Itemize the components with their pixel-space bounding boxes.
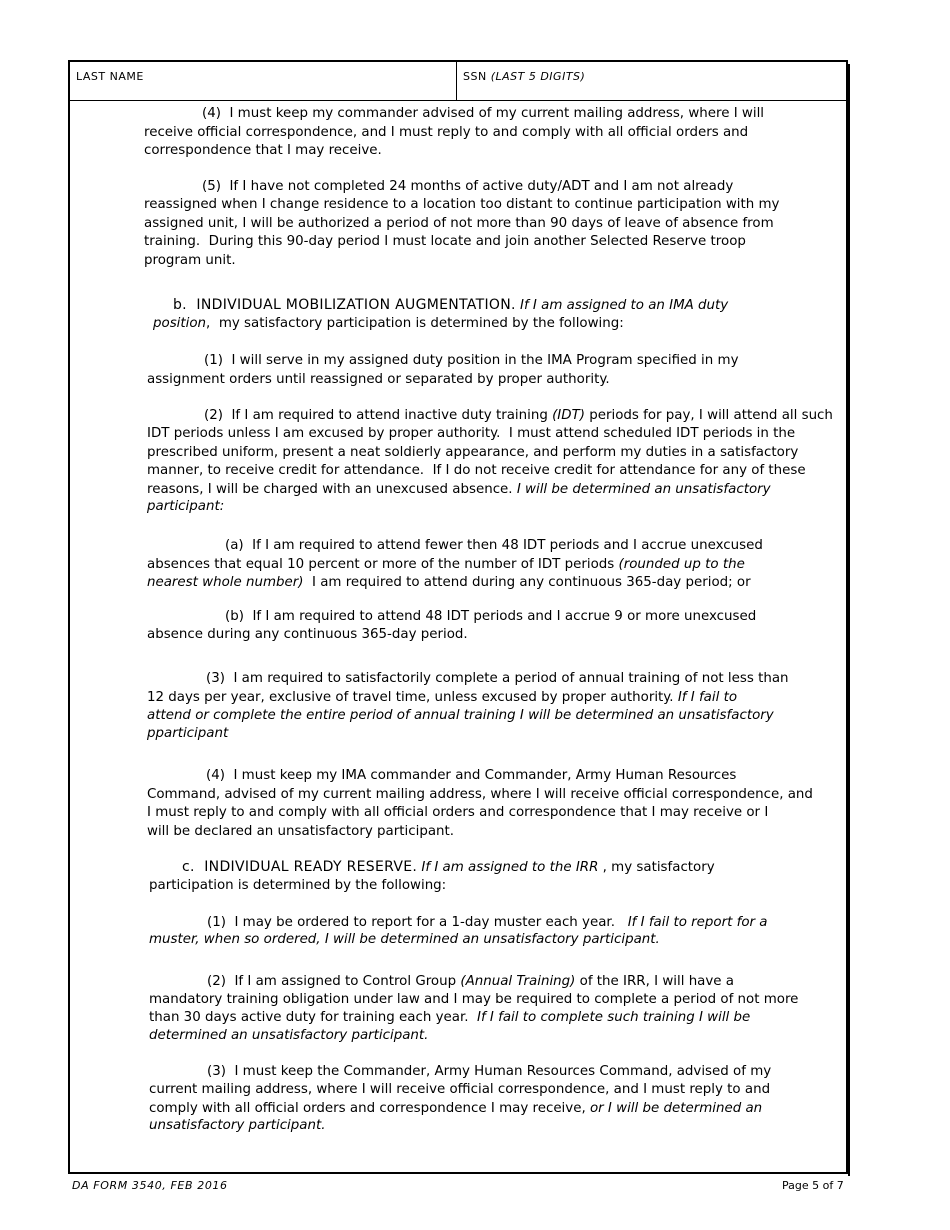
para-b2-text2: periods for pay, I will attend all such — [584, 408, 833, 423]
para-b4-line4: will be declared an unsatisfactory participant. — [147, 824, 455, 839]
section-b-label: b. INDIVIDUAL MOBILIZATION AUGMENTATION. — [173, 297, 516, 313]
form-header — [70, 62, 846, 101]
para-b2b-line2: absence during any continuous 365-day period. — [147, 627, 468, 642]
para-a4-line1: (4) I must keep my commander advised of my current mailing address, where I will — [202, 106, 765, 121]
para-b4-line1: (4) I must keep my IMA commander and Commander, Army Human Resources — [206, 768, 737, 783]
para-c2-text2: of the IRR, I will have a — [575, 974, 735, 989]
para-b2a-line1: (a) If I am required to attend fewer then 48 IDT periods and I accrue unexcused — [225, 538, 763, 553]
para-b2-line3: prescribed uniform, present a neat soldierly appearance, and perform my duties in a satisfactory — [147, 445, 799, 460]
para-b1-line1: (1) I will serve in my assigned duty position in the IMA Program specified in my — [204, 353, 739, 368]
para-b2-line4: manner, to receive credit for attendance. If I do not receive credit for attendance for any of these — [147, 463, 806, 478]
last-name-label: LAST NAME — [76, 70, 144, 83]
para-b3-text: 12 days per year, exclusive of travel time, unless excused by proper authority. — [147, 690, 678, 705]
para-c2-text3: than 30 days active duty for training each year. — [149, 1010, 477, 1025]
para-b2-idt: (IDT) — [552, 408, 585, 423]
ssn-note: (LAST 5 DIGITS) — [490, 70, 586, 83]
para-b1-line2: assignment orders until reassigned or separated by proper authority. — [147, 372, 610, 387]
para-c3-line1: (3) I must keep the Commander, Army Human Resources Command, advised of my — [207, 1064, 772, 1079]
para-c1-text: (1) I may be ordered to report for a 1-day muster each year. — [207, 915, 628, 930]
para-c3-line2: current mailing address, where I will receive official correspondence, and I must reply to and — [149, 1082, 771, 1097]
para-b2-line5 — [147, 481, 771, 500]
para-b2-line1 — [204, 407, 833, 426]
para-a5-line3: assigned unit, I will be authorized a period of not more than 90 days of leave of absence from — [144, 216, 774, 231]
section-b-italic2: position — [153, 316, 207, 331]
para-b2a-italic: (rounded up to the — [618, 557, 745, 572]
para-b2a-line2 — [147, 556, 745, 575]
para-b3-italic: If I fail to — [677, 690, 738, 705]
para-b2-text3: reasons, I will be charged with an unexcused absence. — [147, 482, 517, 497]
para-b4-line2: Command, advised of my current mailing address, where I will receive official correspondence, and — [147, 787, 813, 802]
para-b4-line3: I must reply to and comply with all official orders and correspondence that I may receive or I — [147, 805, 769, 820]
section-c-label: c. INDIVIDUAL READY RESERVE. — [182, 859, 418, 875]
para-a5-line1: (5) If I have not completed 24 months of active duty/ADT and I am not already — [202, 179, 734, 194]
para-c3-line4: unsatisfactory participant. — [149, 1118, 326, 1133]
section-b-rest: , my satisfactory participation is determined by the following: — [206, 316, 624, 331]
para-c2-italic2: If I fail to complete such training I will be — [477, 1010, 751, 1025]
para-c1-line1 — [207, 914, 767, 933]
para-c3-text: comply with all official orders and correspondence I may receive, — [149, 1101, 590, 1116]
para-b2b-line1: (b) If I am required to attend 48 IDT periods and I accrue 9 or more unexcused — [225, 609, 757, 624]
para-c3-line3 — [149, 1100, 762, 1119]
ssn-field[interactable] — [457, 62, 846, 100]
para-c2-italic: (Annual Training) — [460, 974, 576, 989]
para-a4-line3: correspondence that I may receive. — [144, 143, 382, 158]
para-c2-line1 — [207, 973, 734, 992]
para-a5-line2: reassigned when I change residence to a location too distant to continue participation with my — [144, 197, 780, 212]
para-b3-line1: (3) I am required to satisfactorily complete a period of annual training of not less than — [206, 671, 789, 686]
para-b2-line6: participant: — [147, 499, 225, 514]
section-b-line2 — [153, 315, 624, 334]
para-a5-line4: training. During this 90-day period I must locate and join another Selected Reserve troop — [144, 234, 746, 249]
para-b2a-text2: I am required to attend during any continuous 365-day period; or — [303, 575, 751, 590]
section-c-line2: participation is determined by the following: — [149, 878, 447, 893]
para-b2a-italic2: nearest whole number) — [147, 575, 304, 590]
section-c-heading — [182, 858, 715, 878]
para-c2-line2: mandatory training obligation under law and I may be required to complete a period of not more — [149, 992, 799, 1007]
last-name-field[interactable] — [70, 62, 457, 100]
para-b2a-line3 — [147, 574, 751, 593]
page-number: Page 5 of 7 — [782, 1179, 844, 1192]
para-b2-italic: I will be determined an unsatisfactory — [516, 482, 771, 497]
para-a4-line2: receive official correspondence, and I must reply to and comply with all official orders and — [144, 125, 749, 140]
para-b2-line2: IDT periods unless I am excused by proper authority. I must attend scheduled IDT periods in the — [147, 426, 796, 441]
para-c2-line3 — [149, 1009, 750, 1028]
para-c2-text: (2) If I am assigned to Control Group — [207, 974, 461, 989]
para-b3-line4: pparticipant — [147, 726, 229, 741]
para-b3-line2 — [147, 689, 737, 708]
para-b2-text: (2) If I am required to attend inactive duty training — [204, 408, 553, 423]
para-c1-line2: muster, when so ordered, I will be determined an unsatisfactory participant. — [149, 932, 660, 947]
section-c-rest: , my satisfactory — [602, 860, 715, 875]
ssn-label: SSN — [463, 70, 487, 83]
form-id: DA FORM 3540, FEB 2016 — [72, 1179, 228, 1192]
para-b2a-text: absences that equal 10 percent or more of the number of IDT periods — [147, 557, 619, 572]
para-c1-italic: If I fail to report for a — [627, 915, 768, 930]
para-c3-italic: or I will be determined an — [589, 1101, 763, 1116]
section-c-italic: If I am assigned to the IRR — [421, 860, 599, 875]
section-b-heading — [173, 296, 728, 316]
para-b3-line3: attend or complete the entire period of annual training I will be determined an unsatisfactory — [147, 708, 774, 723]
para-a5-line5: program unit. — [144, 253, 236, 268]
para-c2-line4: determined an unsatisfactory participant. — [149, 1028, 429, 1043]
section-b-italic1: If I am assigned to an IMA duty — [520, 298, 729, 313]
